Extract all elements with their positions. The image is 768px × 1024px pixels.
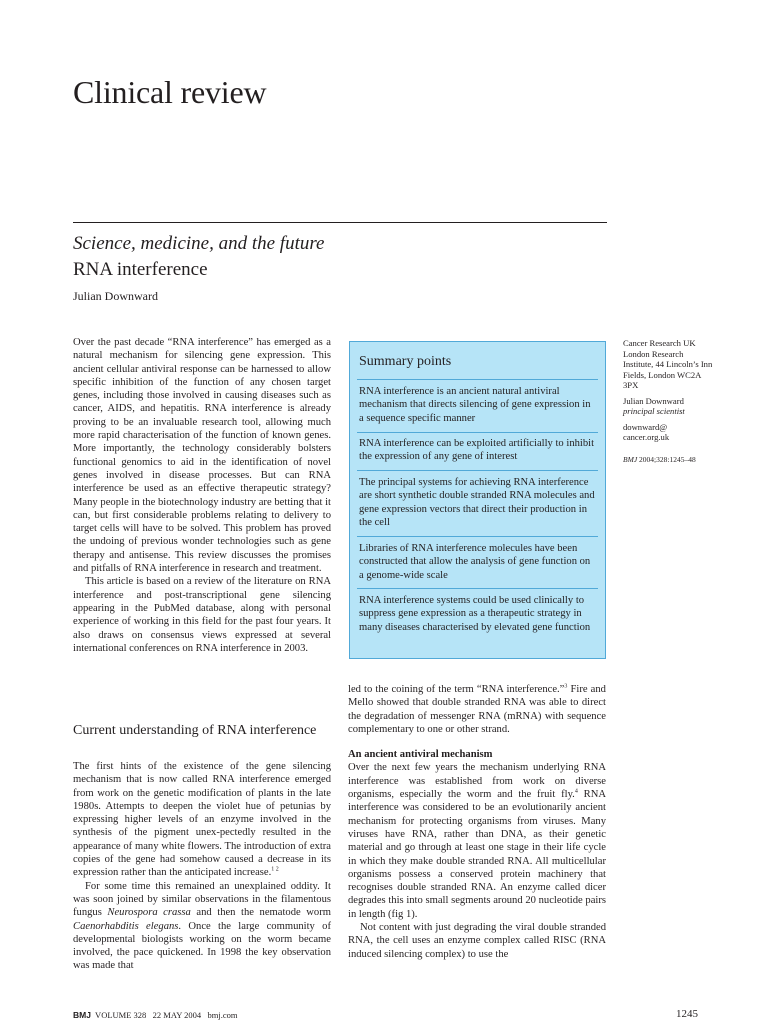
methods-paragraph: This article is based on a review of the literature on RNA interference and post-transcriptional gene silencing appearing in the PubMed database, along with personal experience of working in this field for the past four years. It also draws on consensus views expressed at several international conferences on RNA interference in 2003. xyxy=(73,576,331,654)
summary-item: Libraries of RNA interference molecules have been constructed that allow the analysis of gene function on a genome-wide scale xyxy=(359,543,591,581)
author-sidebar xyxy=(623,338,715,465)
article-title: RNA interference xyxy=(73,259,208,280)
summary-divider xyxy=(357,432,598,433)
section-heading-current-understanding: Current understanding of RNA interference xyxy=(73,723,317,738)
body-paragraph: led to the coining of the term “RNA interference.”$^3$ Fire and Mello showed that double stranded RNA was able to direct the degradation of messenger RNA (mRNA) with sequence complementary to one or other strand. xyxy=(348,683,606,735)
author-role: principal scientist xyxy=(623,406,685,416)
sidebar-author-name: Julian Downward xyxy=(623,395,684,406)
citation: BMJ 2004;328:1245–48 xyxy=(623,454,696,464)
body-paragraph: The first hints of the existence of the gene silencing mechanism that is now called RNA interference emerged from work on the genetic modification of plants in the late 1980s. Attempts to deepen the violet hue of petunias by expressing higher levels of an enzyme involved in the synthesis of the pigment unex-pectedly resulted in the appearance of many white flowers. The introduction of extra copies of the gene had somehow caused a decrease in its expression rather than the anticipated increase.$^{1 2}$ xyxy=(73,761,331,879)
institution-address: Cancer Research UK London Research Institute, 44 Lincoln’s Inn Fields, London WC2A 3PX xyxy=(623,338,713,390)
summary-title: Summary points xyxy=(359,354,452,369)
header-rule xyxy=(73,222,607,223)
column-right-body xyxy=(348,683,606,961)
summary-points-box xyxy=(349,341,606,659)
author-byline: Julian Downward xyxy=(73,289,158,303)
series-kicker: Science, medicine, and the future xyxy=(73,233,325,254)
page-footer: BMJ VOLUME 328 22 MAY 2004 bmj.com xyxy=(73,1010,238,1020)
journal-logo: BMJ xyxy=(73,1010,91,1020)
summary-divider xyxy=(357,588,598,589)
summary-item: RNA interference is an ancient natural antiviral mechanism that directs silencing of gene expression in a sequence specific manner xyxy=(359,386,591,424)
reference-marker: 1 2 xyxy=(271,866,279,873)
subheading-antiviral: An ancient antiviral mechanism xyxy=(348,749,493,761)
section-title: Clinical review xyxy=(73,74,267,110)
summary-divider xyxy=(357,470,598,471)
page-number: 1245 xyxy=(676,1008,698,1020)
intro-paragraph: Over the past decade “RNA interference” has emerged as a natural mechanism for silencing gene expression. This ancient cellular antiviral response can be harnessed to allow specific inhibition of the function of any chosen target genes, including those involved in causing diseases such as cancer, AIDS, and hepatitis. RNA interference is already proving to be an invaluable research tool, allowing much more rapid characterisation of the function of known genes. More importantly, the technology considerably bolsters functional genomics to aid in the identification of novel genes involved in disease processes. But can RNA interference be used as an effective therapeutic strategy? Many people in the biotechnology industry are betting that it can, but first considerable problems relating to delivery to target cells will have to be solved. This problem has proved the undoing of previous wonder technologies such as gene therapy and antisense. This review discusses the promises and pitfalls of RNA interference in research and treatment. xyxy=(73,337,331,575)
summary-item: RNA interference systems could be used clinically to suppress gene expression as a therapeutic strategy in many diseases characterised by elevated gene function xyxy=(359,595,591,633)
author-email[interactable]: downward@ cancer.org.uk xyxy=(623,421,670,442)
summary-item: RNA interference can be exploited artificially to inhibit the expression of any gene of interest xyxy=(359,438,595,463)
species-name: Caenorhabditis elegans xyxy=(73,920,179,932)
summary-item: The principal systems for achieving RNA interference are short synthetic double stranded RNA molecules and gene expression vectors that direct their production in the cell xyxy=(359,477,595,528)
reference-marker: 4 xyxy=(574,788,578,795)
body-paragraph: For some time this remained an unexplained oddity. It was soon joined by similar observations in the filamentous fungus Neurospora crassa and then the nematode worm Caenorhabditis elegans. Once the large community of developmental biologists working on the worm became involved, the pace quickened. In 1998 the key observation was made that xyxy=(73,880,331,972)
body-paragraph: Not content with just degrading the viral double stranded RNA, the cell uses an enzyme complex called RISC (RNA induced silencing complex) to use the xyxy=(348,922,606,960)
body-paragraph: Over the next few years the mechanism underlying RNA interference was established from work on diverse organisms, especially the worm and the fruit fly.$^4$ RNA interference was considered to be an evolutionarily ancient mechanism for protecting organisms from viruses. Many viruses have RNA, rather than DNA, as their genetic material and go through at least one stage in their life cycle in which they make double stranded RNA. All multicellular organisms possess a conserved protein machinery that recognises double stranded RNA. An enzyme called dicer degrades this into small segments around 20 nucleotide pairs in length (fig 1). xyxy=(348,762,607,920)
column-left-body xyxy=(73,760,331,973)
summary-divider xyxy=(357,536,598,537)
reference-marker: 3 xyxy=(564,683,568,690)
species-name: Neurospora crassa xyxy=(107,907,191,919)
column-left-intro xyxy=(73,336,331,655)
summary-divider xyxy=(357,379,598,380)
